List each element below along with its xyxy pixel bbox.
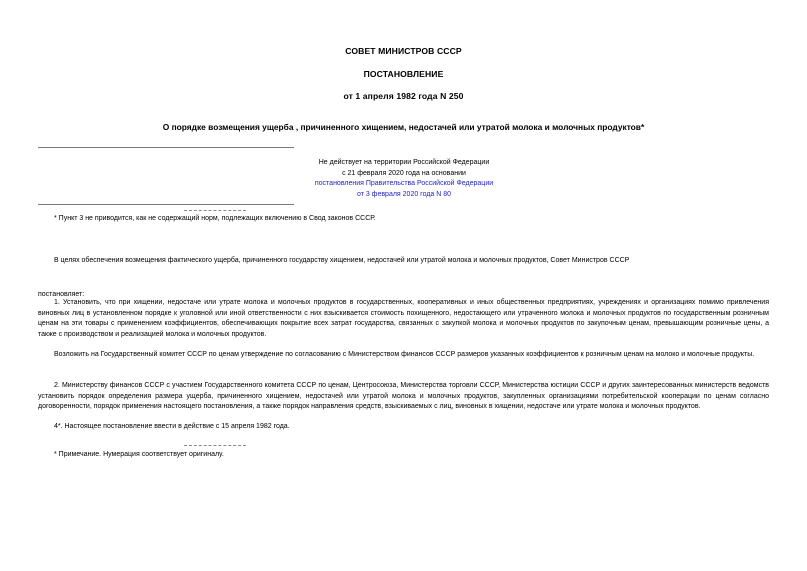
resolves-label: постановляет:: [38, 291, 85, 298]
notice-line-2: с 21 февраля 2020 года на основании: [342, 169, 466, 177]
footnote-item-3: * Пункт 3 не приводится, как не содержащий норм, подлежащих включению в Свод законов СССР.: [54, 215, 376, 222]
paragraph-coefficients: Возложить на Государственный комитет СССР по ценам утверждение по согласованию с Министерством финансов СССР размеров указанных коэффициентов к розничным ценам на молоко и молочные продукты.: [54, 351, 755, 358]
paragraph-1: 1. Установить, что при хищении, недостаче или утрате молока и молочных продуктов в государственных, кооперативных и иных общественных предприятиях, учреждениях и организациях помимо привлечения виновных лиц в установленном порядке к уголовной или иной ответственности с них взыскивается стоимость похищенного, недостающего или утраченного молока и молочных продуктов по государственным розничным ценам на эти товары с применением коэффициентов, обеспечивающих покрытие всех затрат государства, связанных с закупкой молока и молочных продуктов по закупочным ценам, превышающим розничные цены, а также с производством и реализацией молока и молочных продуктов.: [38, 299, 769, 339]
paragraph-4: 4*. Настоящее постановление ввести в действие с 15 апреля 1982 года.: [54, 423, 290, 430]
divider-bottom: [38, 204, 294, 205]
footnote-numbering: * Примечание. Нумерация соответствует оригиналу.: [54, 451, 224, 458]
notice-link-resolution[interactable]: постановления Правительства Российской Федерации: [314, 180, 494, 188]
document-title: О порядке возмещения ущерба , причиненного хищением, недостачей или утратой молока и молочных продуктов*: [162, 122, 645, 132]
document-type: ПОСТАНОВЛЕНИЕ: [363, 69, 444, 79]
divider-top: [38, 147, 294, 148]
preamble: В целях обеспечения возмещения фактического ущерба, причиненного государству хищением, недостачей или утратой молока и молочных продуктов, Совет Министров СССР: [54, 257, 630, 264]
issuer-heading: СОВЕТ МИНИСТРОВ СССР: [345, 46, 462, 56]
document-date-number: от 1 апреля 1982 года N 250: [343, 91, 464, 101]
notice-line-1: Не действует на территории Российской Федерации: [318, 159, 490, 166]
footnote-separator: [184, 210, 246, 211]
paragraph-2: 2. Министерству финансов СССР с участием Государственного комитета СССР по ценам, Центросоюза, Министерства торговли СССР, Министерства юстиции СССР и других заинтересованных министерств ведомств установить порядок определения размера ущерба, причиненного хищением, недостачей или утратой молока и молочных продуктов, закупленных организациями потребительской кооперации по ценам согласно договоренности, порядок применения настоящего постановления, а также порядок направления средств, взыскиваемых с лиц, виновных в хищении, недостаче или утрате молока и молочных продуктов.: [38, 382, 769, 411]
note-separator: [184, 445, 246, 446]
notice-link-date[interactable]: от 3 февраля 2020 года N 80: [356, 191, 452, 199]
validity-notice: [220, 158, 588, 201]
